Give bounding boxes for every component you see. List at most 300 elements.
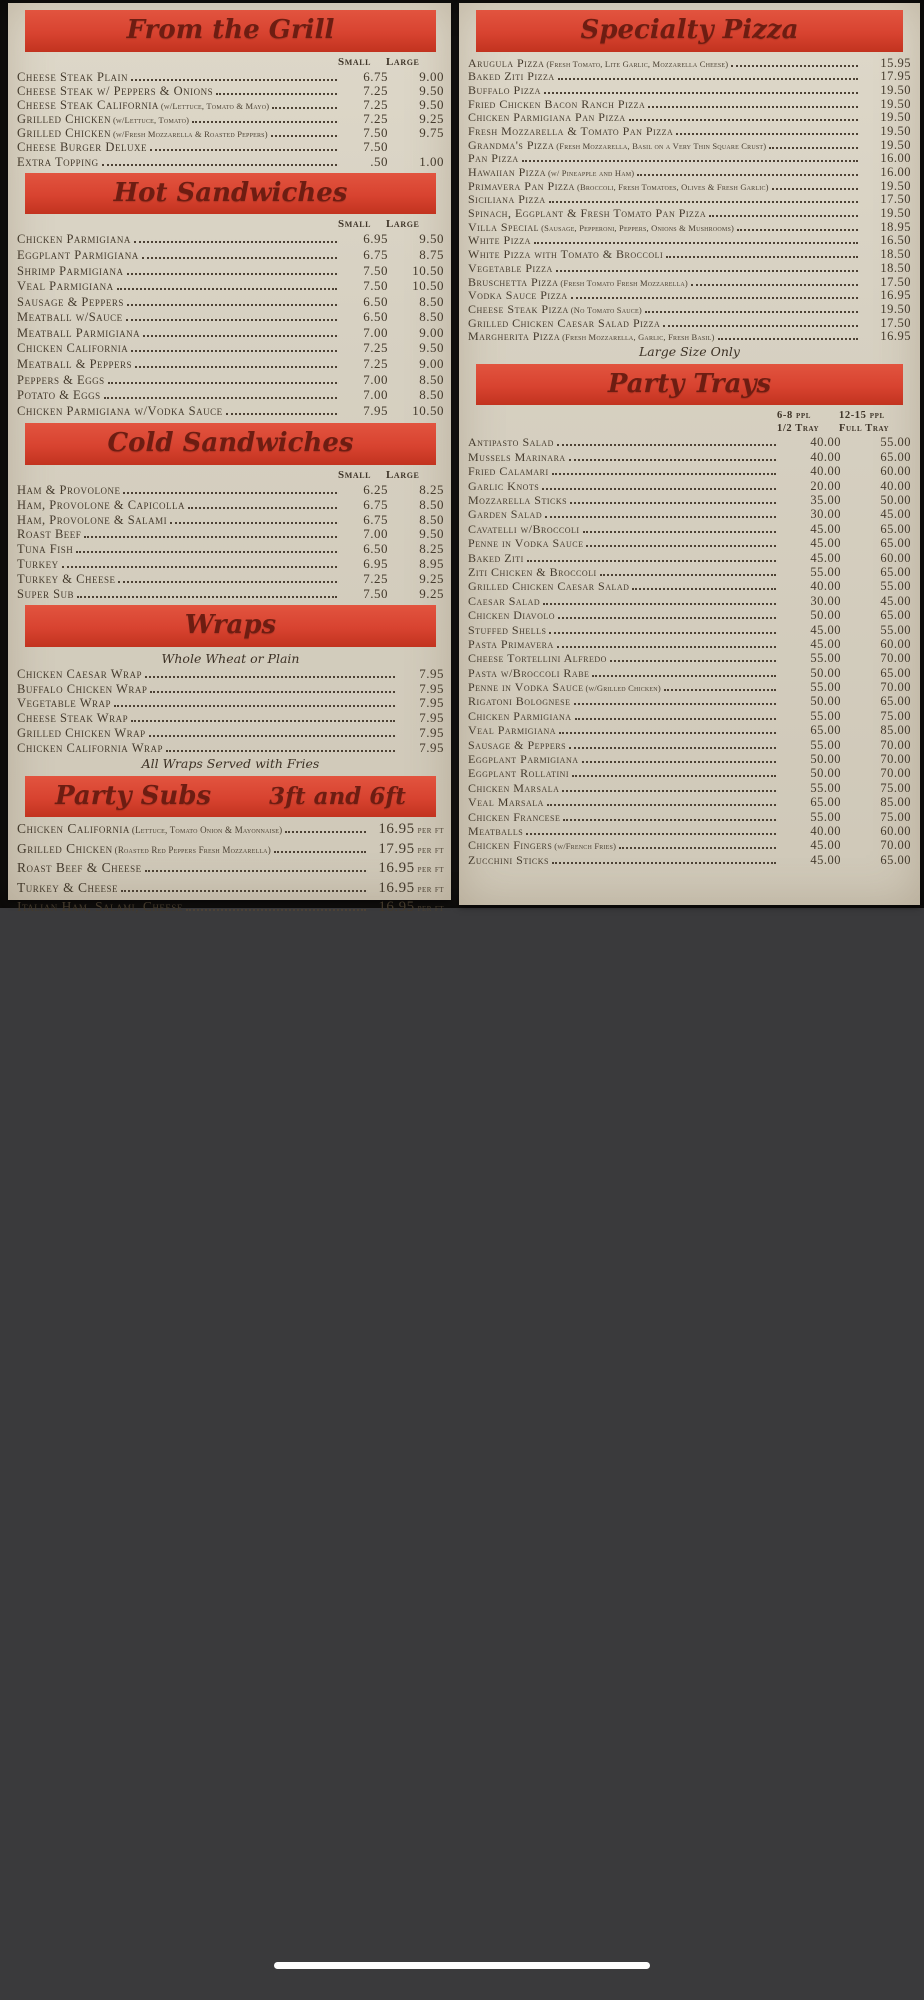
item-price-small: 40.00 bbox=[810, 449, 841, 464]
item-note: (Fresh Mozzarella, Basil on a Very Thin Square Crust) bbox=[556, 140, 767, 151]
item-note: (Broccoli, Fresh Tomatoes, Olives & Fresh Garlic) bbox=[576, 181, 769, 192]
dotted-leader bbox=[108, 382, 337, 384]
dotted-leader bbox=[556, 270, 858, 272]
item-price-small: 55.00 bbox=[810, 651, 841, 666]
item-price: 17.50 bbox=[880, 274, 911, 289]
section-header-bar bbox=[25, 173, 436, 215]
menu-item-row bbox=[468, 275, 911, 289]
item-name: Shrimp Parmigiana bbox=[17, 263, 124, 278]
item-name: Baked Ziti bbox=[468, 550, 524, 565]
item-name: Cheese Steak w/ Peppers & Onions bbox=[17, 83, 214, 98]
item-price-unit: per ft bbox=[417, 826, 444, 837]
item-price-large: 70.00 bbox=[880, 838, 911, 853]
item-price: 18.95 bbox=[880, 219, 911, 234]
section-header-bar bbox=[25, 776, 436, 818]
menu-page-right bbox=[459, 3, 920, 905]
dotted-leader bbox=[709, 215, 858, 217]
item-note: (Fresh Tomato, Lite Garlic, Mozzarella Cheese) bbox=[546, 58, 729, 69]
item-note: (Lettuce, Tomato Onion & Mayonnaise) bbox=[131, 825, 283, 836]
dotted-leader bbox=[619, 847, 776, 849]
menu-page-left bbox=[8, 3, 451, 916]
item-price-small: 45.00 bbox=[810, 536, 841, 551]
item-price-large: 9.00 bbox=[419, 324, 444, 340]
section-cold-sandwiches bbox=[17, 423, 444, 600]
menu-item-row bbox=[468, 464, 911, 478]
item-name: Grilled Chicken bbox=[17, 840, 113, 856]
dotted-leader bbox=[737, 229, 858, 231]
item-price: 17.50 bbox=[880, 315, 911, 330]
item-price-small: 65.00 bbox=[810, 723, 841, 738]
item-name: White Pizza with Tomato & Broccoli bbox=[468, 247, 664, 262]
item-price-small: 55.00 bbox=[810, 780, 841, 795]
item-price-large: 8.75 bbox=[419, 246, 444, 262]
item-name: Chicken Marsala bbox=[468, 780, 560, 795]
menu-item-row bbox=[468, 507, 911, 521]
menu-item-row bbox=[468, 680, 911, 694]
item-price: 17.95 bbox=[880, 69, 911, 84]
menu-item-row bbox=[17, 860, 444, 880]
item-name: Arugula Pizza bbox=[468, 55, 545, 70]
item-name: Grilled Chicken bbox=[17, 126, 111, 141]
item-price-small: 40.00 bbox=[810, 435, 841, 450]
menu-item-row bbox=[17, 571, 444, 586]
item-price-large: 60.00 bbox=[880, 636, 911, 651]
item-name: Meatballs bbox=[468, 823, 524, 838]
menu-item-row bbox=[468, 138, 911, 152]
item-name: Cheese Burger Deluxe bbox=[17, 140, 147, 155]
item-name: Grilled Chicken Caesar Salad Pizza bbox=[468, 315, 661, 330]
item-price-large: 1.00 bbox=[419, 153, 444, 169]
item-note: (w/Lettuce, Tomato) bbox=[112, 115, 190, 126]
item-price-large: 65.00 bbox=[880, 608, 911, 623]
dotted-leader bbox=[192, 121, 337, 123]
item-price-small: 35.00 bbox=[810, 493, 841, 507]
item-price: 7.95 bbox=[419, 695, 444, 711]
section-from-the-grill bbox=[17, 10, 444, 168]
column-header-large: Large bbox=[386, 55, 420, 68]
menu-item-row bbox=[468, 179, 911, 193]
item-price-small: 6.75 bbox=[363, 496, 388, 512]
item-name: Ham & Provolone bbox=[17, 482, 121, 497]
item-name: Fresh Mozzarella & Tomato Pan Pizza bbox=[468, 123, 674, 138]
item-name: Turkey bbox=[17, 556, 59, 571]
dotted-leader bbox=[666, 256, 858, 258]
item-price-small: 7.00 bbox=[363, 324, 388, 340]
item-price: 7.95 bbox=[419, 739, 444, 755]
item-name: Rigatoni Bolognese bbox=[468, 694, 571, 709]
item-price: 17.50 bbox=[880, 192, 911, 207]
item-price-large: 65.00 bbox=[880, 694, 911, 709]
item-price-large: 85.00 bbox=[880, 723, 911, 738]
item-name: Eggplant Rollatini bbox=[468, 766, 570, 781]
item-price-small: 45.00 bbox=[810, 622, 841, 637]
item-name: Pasta w/Broccoli Rabe bbox=[468, 665, 590, 680]
menu-item-row bbox=[468, 795, 911, 809]
item-note: (w/Grilled Chicken) bbox=[585, 683, 661, 694]
item-price-large: 10.50 bbox=[412, 402, 444, 418]
item-price-large: 70.00 bbox=[880, 651, 911, 666]
item-price: 17.95 bbox=[378, 840, 415, 857]
item-price-large: 55.00 bbox=[880, 435, 911, 450]
dotted-leader bbox=[149, 735, 395, 737]
item-name: Chicken California bbox=[17, 821, 130, 837]
dotted-leader bbox=[127, 304, 337, 306]
dotted-leader bbox=[522, 160, 858, 162]
item-name: Chicken Caesar Wrap bbox=[17, 666, 143, 681]
item-name: Chicken Francese bbox=[468, 809, 561, 824]
item-price-unit: per ft bbox=[417, 845, 444, 856]
menu-item-row bbox=[468, 666, 911, 680]
item-price: 19.50 bbox=[880, 301, 911, 316]
section-header-bar bbox=[476, 364, 903, 406]
menu-item-row bbox=[17, 278, 444, 294]
dotted-leader bbox=[542, 488, 776, 490]
item-price: 16.95 bbox=[378, 860, 415, 877]
item-price-small: 55.00 bbox=[810, 737, 841, 752]
menu-item-row bbox=[468, 738, 911, 752]
item-price-small: 6.95 bbox=[363, 555, 388, 571]
item-price: 18.50 bbox=[880, 260, 911, 275]
dotted-leader bbox=[663, 325, 858, 327]
menu-item-row bbox=[468, 288, 911, 302]
item-name: Turkey & Cheese bbox=[17, 879, 118, 895]
menu-item-row bbox=[17, 556, 444, 571]
item-name: Sausage & Peppers bbox=[17, 294, 124, 309]
item-price-small: 45.00 bbox=[810, 838, 841, 853]
dotted-leader bbox=[145, 676, 395, 678]
column-header-large: Large bbox=[386, 468, 420, 481]
menu-item-row bbox=[17, 372, 444, 388]
menu-item-row bbox=[17, 247, 444, 263]
price-column-headers bbox=[17, 469, 444, 482]
item-price-small: 7.95 bbox=[363, 402, 388, 418]
item-name: Grilled Chicken bbox=[17, 112, 111, 127]
item-price-small: 6.75 bbox=[363, 68, 388, 84]
item-price-small: 55.00 bbox=[810, 708, 841, 723]
home-indicator-bar[interactable] bbox=[274, 1962, 650, 1969]
dotted-leader bbox=[77, 596, 337, 598]
item-price-large: 65.00 bbox=[880, 852, 911, 867]
menu-item-row bbox=[17, 740, 444, 755]
item-price-large: 8.25 bbox=[419, 481, 444, 497]
item-name: Cheese Tortellini Alfredo bbox=[468, 651, 607, 666]
item-name: Peppers & Eggs bbox=[17, 372, 105, 387]
item-note: (w/Lettuce, Tomato & Mayo) bbox=[160, 100, 270, 111]
dotted-leader bbox=[610, 660, 776, 662]
dotted-leader bbox=[557, 444, 776, 446]
menu-item-row bbox=[468, 522, 911, 536]
item-price-large: 45.00 bbox=[880, 507, 911, 522]
menu-item-row bbox=[468, 97, 911, 111]
item-name: Zucchini Sticks bbox=[468, 852, 549, 867]
menu-item-row bbox=[17, 139, 444, 153]
dotted-leader bbox=[569, 747, 776, 749]
dotted-leader bbox=[629, 119, 858, 121]
menu-item-row bbox=[468, 316, 911, 330]
item-name: Chicken California bbox=[17, 341, 129, 356]
menu-item-row bbox=[468, 69, 911, 83]
column-header-large: Large bbox=[386, 218, 420, 231]
menu-item-row bbox=[17, 725, 444, 740]
dotted-leader bbox=[131, 350, 337, 352]
menu-item-row bbox=[17, 356, 444, 372]
item-price-small: 55.00 bbox=[810, 809, 841, 824]
item-price-large: 65.00 bbox=[880, 665, 911, 680]
column-header-full-tray: Full Tray bbox=[839, 423, 890, 435]
item-name: Vegetable Pizza bbox=[468, 260, 553, 275]
item-name: Turkey & Cheese bbox=[17, 571, 116, 586]
dotted-leader bbox=[571, 297, 858, 299]
dotted-leader bbox=[557, 646, 776, 648]
item-price-small: 40.00 bbox=[810, 464, 841, 479]
item-price: 16.95 bbox=[378, 879, 415, 896]
menu-item-row bbox=[468, 810, 911, 824]
menu-item-row bbox=[17, 154, 444, 168]
item-price: 19.50 bbox=[880, 82, 911, 97]
item-price-large: 70.00 bbox=[880, 680, 911, 695]
menu-item-row bbox=[17, 309, 444, 325]
item-name: Baked Ziti Pizza bbox=[468, 69, 555, 84]
dotted-leader bbox=[544, 92, 858, 94]
item-name: Primavera Pan Pizza bbox=[468, 178, 575, 193]
item-name: Ziti Chicken & Broccoli bbox=[468, 564, 597, 579]
menu-item-row bbox=[17, 403, 444, 419]
item-name: Meatball w/Sauce bbox=[17, 310, 123, 325]
item-name: Mussels Marinara bbox=[468, 449, 566, 464]
item-price-large: 10.50 bbox=[412, 262, 444, 278]
section-title: Hot Sandwiches bbox=[113, 177, 348, 208]
item-price-small: 7.25 bbox=[363, 570, 388, 586]
dotted-leader bbox=[664, 689, 776, 691]
item-price: 16.95 bbox=[378, 821, 415, 838]
dotted-leader bbox=[123, 492, 337, 494]
item-note: (w/Fresh Mozzarella & Roasted Peppers) bbox=[112, 129, 268, 140]
menu-item-row bbox=[468, 694, 911, 708]
menu-item-row bbox=[468, 206, 911, 220]
menu-item-row bbox=[17, 821, 444, 841]
menu-item-row bbox=[17, 497, 444, 512]
item-name: Super Sub bbox=[17, 586, 75, 601]
menu-item-row bbox=[468, 233, 911, 247]
menu-item-row bbox=[468, 329, 911, 343]
menu-item-row bbox=[17, 125, 444, 139]
item-price-large: 9.50 bbox=[419, 82, 444, 98]
item-price-large: 9.50 bbox=[419, 231, 444, 247]
item-name: Penne in Vodka Sauce bbox=[468, 536, 584, 551]
menu-item-row bbox=[468, 551, 911, 565]
dotted-leader bbox=[84, 536, 337, 538]
menu-item-row bbox=[468, 594, 911, 608]
menu-item-row bbox=[17, 111, 444, 125]
menu-item-row bbox=[468, 450, 911, 464]
dotted-leader bbox=[582, 761, 777, 763]
item-price-small: 6.95 bbox=[363, 231, 388, 247]
menu-item-row bbox=[468, 56, 911, 70]
item-name: Chicken Parmigiana bbox=[468, 708, 572, 723]
item-name: Ham, Provolone & Salami bbox=[17, 512, 168, 527]
item-price-small: 20.00 bbox=[810, 478, 841, 493]
item-price-unit: per ft bbox=[417, 884, 444, 895]
column-header-half-tray: 1/2 Tray bbox=[777, 423, 820, 435]
item-price-large: 9.75 bbox=[419, 125, 444, 141]
item-price-large: 9.50 bbox=[419, 526, 444, 542]
dotted-leader bbox=[121, 890, 366, 892]
section-footer: Large Size Only bbox=[639, 343, 740, 359]
item-price-large: 85.00 bbox=[880, 795, 911, 810]
item-price-small: 50.00 bbox=[810, 665, 841, 680]
item-price-small: 50.00 bbox=[810, 752, 841, 767]
menu-item-row bbox=[17, 387, 444, 403]
item-price-small: 45.00 bbox=[810, 521, 841, 536]
dotted-leader bbox=[731, 65, 858, 67]
dotted-leader bbox=[134, 241, 337, 243]
item-price: 16.50 bbox=[880, 233, 911, 248]
item-price-large: 8.50 bbox=[419, 309, 444, 325]
dotted-leader bbox=[76, 551, 337, 553]
dotted-leader bbox=[592, 675, 776, 677]
menu-item-row bbox=[17, 841, 444, 861]
dotted-leader bbox=[583, 531, 776, 533]
item-name: Pasta Primavera bbox=[468, 636, 554, 651]
item-name: Fried Calamari bbox=[468, 464, 549, 479]
item-price-large: 70.00 bbox=[880, 737, 911, 752]
menu-item-row bbox=[468, 824, 911, 838]
item-price-large: 10.50 bbox=[412, 278, 444, 294]
section-title: From the Grill bbox=[126, 15, 335, 45]
section-header-bar bbox=[25, 10, 436, 52]
menu-item-row bbox=[17, 681, 444, 696]
item-price-small: 6.75 bbox=[363, 246, 388, 262]
dotted-leader bbox=[676, 133, 858, 135]
item-name: Garlic Knots bbox=[468, 478, 540, 493]
menu-item-row bbox=[468, 608, 911, 622]
dotted-leader bbox=[648, 106, 858, 108]
dotted-leader bbox=[104, 397, 337, 399]
item-name: Veal Parmigiana bbox=[468, 723, 557, 738]
item-price-small: 50.00 bbox=[810, 766, 841, 781]
item-note: (Roasted Red Peppers Fresh Mozzarella) bbox=[114, 844, 271, 855]
menu-item-row bbox=[17, 526, 444, 541]
item-name: Chicken Diavolo bbox=[468, 608, 556, 623]
item-price-small: 45.00 bbox=[810, 852, 841, 867]
dotted-leader bbox=[226, 413, 337, 415]
item-price: 16.00 bbox=[880, 165, 911, 179]
dotted-leader bbox=[142, 257, 337, 259]
dotted-leader bbox=[143, 335, 337, 337]
item-name: Hawaiian Pizza bbox=[468, 165, 547, 179]
dotted-leader bbox=[559, 732, 776, 734]
dotted-leader bbox=[145, 870, 366, 872]
item-price-small: .50 bbox=[370, 153, 388, 169]
item-price-large: 60.00 bbox=[880, 823, 911, 838]
column-header-small: Small bbox=[338, 218, 372, 231]
item-price: 18.50 bbox=[880, 247, 911, 262]
tray-column-headers-row2 bbox=[468, 422, 911, 435]
menu-item-row bbox=[468, 83, 911, 97]
menu-item-row bbox=[468, 261, 911, 275]
dotted-leader bbox=[527, 560, 776, 562]
menu-item-row bbox=[468, 192, 911, 206]
menu-item-row bbox=[468, 479, 911, 493]
item-price: 19.50 bbox=[880, 137, 911, 152]
item-price: 7.95 bbox=[419, 710, 444, 726]
dotted-leader bbox=[547, 804, 776, 806]
item-price-small: 7.00 bbox=[363, 387, 388, 403]
item-price-small: 7.50 bbox=[363, 585, 388, 601]
item-name: Cheese Steak Wrap bbox=[17, 711, 129, 726]
item-price-large: 8.25 bbox=[419, 541, 444, 557]
menu-item-row bbox=[17, 325, 444, 341]
item-name: Buffalo Pizza bbox=[468, 82, 541, 97]
item-price-large: 65.00 bbox=[880, 449, 911, 464]
item-price-small: 30.00 bbox=[810, 507, 841, 522]
item-name: Stuffed Shells bbox=[468, 622, 547, 637]
price-column-headers bbox=[17, 56, 444, 69]
column-header-small: Small bbox=[338, 468, 372, 481]
menu-item-row bbox=[468, 651, 911, 665]
column-header-small: Small bbox=[338, 55, 372, 68]
item-name: White Pizza bbox=[468, 233, 531, 248]
dotted-leader bbox=[574, 703, 776, 705]
item-name: Margherita Pizza bbox=[468, 329, 561, 344]
dotted-leader bbox=[563, 819, 776, 821]
menu-item-row bbox=[468, 536, 911, 550]
item-price: 16.95 bbox=[880, 329, 911, 344]
item-price-small: 6.50 bbox=[363, 309, 388, 325]
menu-item-row bbox=[17, 263, 444, 279]
item-price-small: 7.25 bbox=[363, 340, 388, 356]
section-title: Party Subs bbox=[55, 780, 212, 811]
menu-item-row bbox=[468, 247, 911, 261]
item-name: Caesar Salad bbox=[468, 593, 541, 608]
dotted-leader bbox=[170, 522, 337, 524]
item-price-small: 7.25 bbox=[363, 111, 388, 127]
item-note: (Fresh Mozzarella, Garlic, Fresh Basil) bbox=[562, 332, 715, 343]
item-price-small: 45.00 bbox=[810, 550, 841, 565]
dotted-leader bbox=[772, 188, 858, 190]
item-price-large: 8.50 bbox=[419, 371, 444, 387]
item-price-small: 40.00 bbox=[810, 823, 841, 838]
section-title: Cold Sandwiches bbox=[107, 428, 354, 459]
item-name: Penne in Vodka Sauce bbox=[468, 680, 584, 695]
item-name: Grandma's Pizza bbox=[468, 137, 555, 152]
menu-item-row bbox=[468, 302, 911, 316]
item-name: Antipasto Salad bbox=[468, 435, 554, 450]
dotted-leader bbox=[600, 574, 776, 576]
item-price: 16.95 bbox=[880, 288, 911, 303]
item-name: Veal Marsala bbox=[468, 795, 544, 810]
item-price-small: 7.00 bbox=[363, 526, 388, 542]
item-price-small: 6.75 bbox=[363, 511, 388, 527]
item-price-large: 55.00 bbox=[880, 579, 911, 594]
menu-item-row bbox=[468, 165, 911, 179]
item-price: 19.50 bbox=[880, 206, 911, 221]
item-name: Vodka Sauce Pizza bbox=[468, 288, 568, 303]
item-price: 7.95 bbox=[419, 680, 444, 696]
item-price-small: 45.00 bbox=[810, 636, 841, 651]
item-name: Grilled Chicken Wrap bbox=[17, 726, 146, 740]
dotted-leader bbox=[552, 473, 776, 475]
item-name: Italian Ham, Salami, Cheese bbox=[17, 899, 183, 915]
item-price: 19.50 bbox=[880, 178, 911, 193]
menu-item-row bbox=[17, 880, 444, 900]
item-price-large: 8.50 bbox=[419, 496, 444, 512]
item-name: Siciliana Pizza bbox=[468, 192, 546, 207]
item-price-large: 65.00 bbox=[880, 536, 911, 551]
section-title: Specialty Pizza bbox=[580, 15, 799, 45]
item-price-large: 9.25 bbox=[419, 111, 444, 127]
item-price-large: 55.00 bbox=[880, 622, 911, 637]
